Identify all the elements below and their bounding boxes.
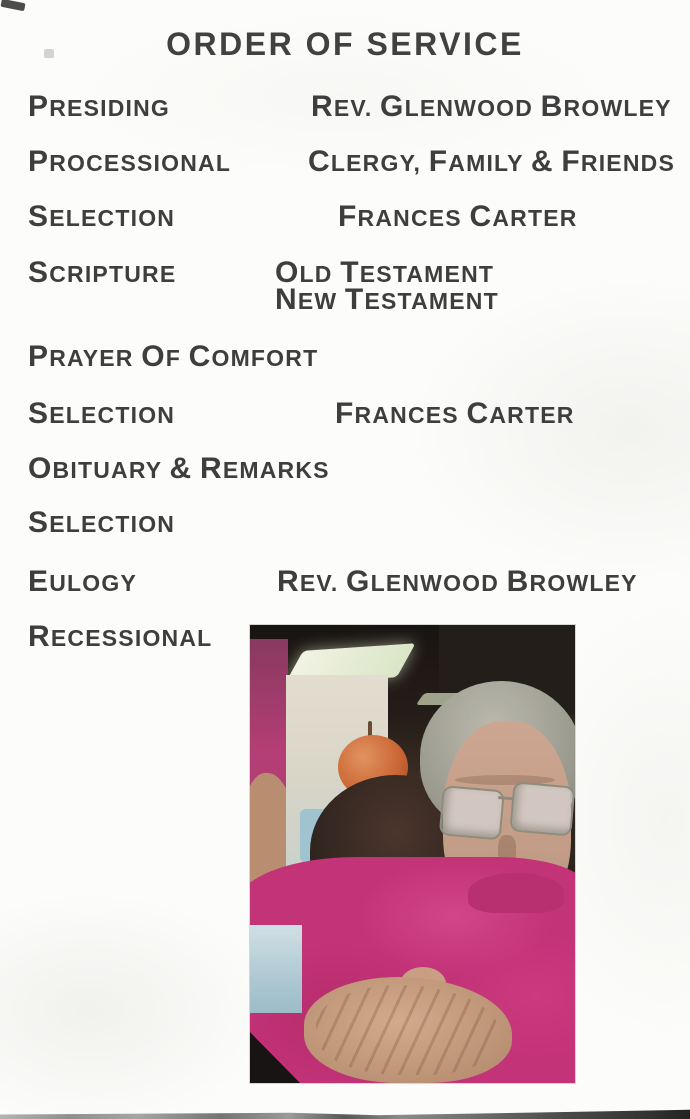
program-row [0,565,690,599]
program-row [0,200,690,234]
glasses-lens-right [509,781,575,836]
row-value: CLERGY, FAMILY & FRIENDS [308,145,676,178]
row-label: EULOGY [28,565,137,598]
program-row [0,90,690,124]
program-row [0,340,690,374]
row-label: PRAYER OF COMFORT [28,340,319,373]
portrait-photo [250,625,575,1083]
row-label: SELECTION [28,506,176,539]
glasses-lens-left [439,785,505,840]
program-row [0,256,690,316]
row-value: REV. GLENWOOD BROWLEY [311,90,672,123]
scan-artifact-mark [0,0,25,11]
row-label: RECESSIONAL [28,620,213,653]
row-label: SELECTION [28,397,176,430]
row-value: OLD TESTAMENT NEW TESTAMENT [275,256,499,316]
program-row [0,145,690,179]
scan-edge-bar [0,1109,690,1119]
row-label: SELECTION [28,200,176,233]
program-row [0,452,690,486]
row-label: PROCESSIONAL [28,145,232,178]
page-title: ORDER OF SERVICE [166,26,524,62]
row-value: REV. GLENWOOD BROWLEY [277,565,638,598]
row-label: PRESIDING [28,90,171,123]
row-value: FRANCES CARTER [338,200,578,233]
row-value: FRANCES CARTER [335,397,575,430]
row-label: SCRIPTURE [28,256,177,289]
photo-sweater-collar [468,873,564,913]
program-row [0,506,690,540]
program-row [0,397,690,431]
photo-table-edge [250,925,302,1013]
row-label: OBITUARY & REMARKS [28,452,330,485]
